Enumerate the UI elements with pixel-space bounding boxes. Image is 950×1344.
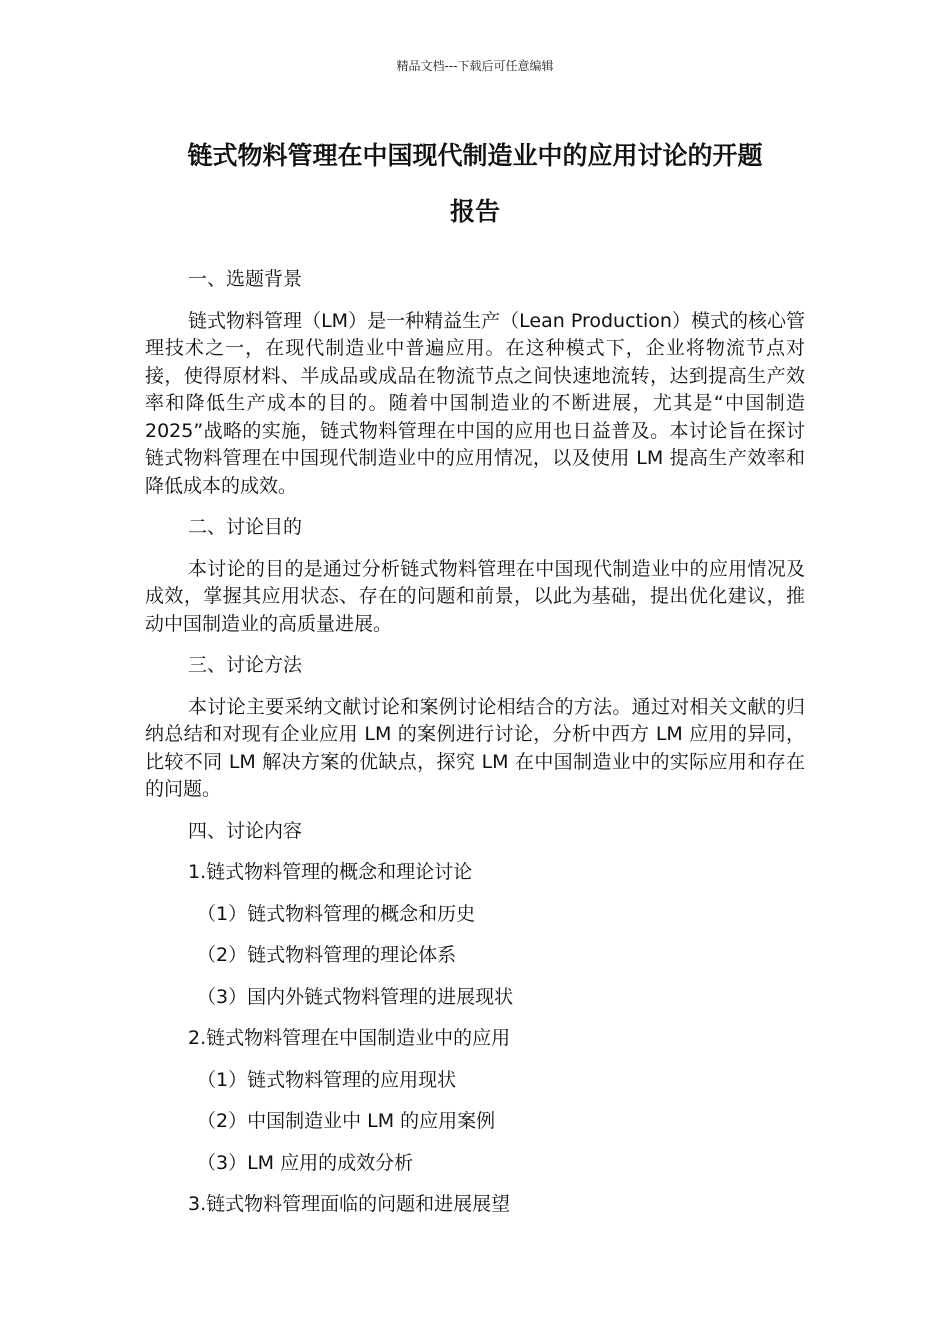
section-heading-purpose: 二、讨论目的	[188, 516, 303, 538]
page-header: 精品文档---下载后可任意编辑	[396, 59, 554, 73]
section-body-purpose: 本讨论的目的是通过分析链式物料管理在中国现代制造业中的应用情况及成效，掌握其应用状态、存在的问题和前景，以此为基础，提出优化建议，推动中国制造业的高质量进展。	[145, 557, 805, 635]
content-subitem: （1）链式物料管理的应用现状	[197, 1068, 457, 1091]
document-body	[145, 266, 805, 1219]
content-subitem: （3）国内外链式物料管理的进展现状	[197, 985, 514, 1008]
content-subitem: （1）链式物料管理的概念和历史	[197, 902, 476, 925]
document-title-line2: 报告	[449, 197, 500, 226]
content-subitem: （3）LM 应用的成效分析	[197, 1151, 414, 1174]
section-body-method: 本讨论主要采纳文献讨论和案例讨论相结合的方法。通过对相关文献的归纳总结和对现有企业应用 LM 的案例进行讨论，分析中西方 LM 应用的异同，比较不同 LM 解决方案的优缺点，探究 LM 在中国制造业中的实际应用和存在的问题。	[145, 695, 805, 800]
section-body-background: 链式物料管理（LM）是一种精益生产（Lean Production）模式的核心管理技术之一，在现代制造业中普遍应用。在这种模式下，企业将物流节点对接，使得原材料、半成品或成品在物流节点之间快速地流转，达到提高生产效率和降低生产成本的目的。随着中国制造业的不断进展，尤其是“中国制造 2025”战略的实施，链式物料管理在中国的应用也日益普及。本讨论旨在探讨链式物料管理在中国现代制造业中的应用情况，以及使用 LM 提高生产效率和降低成本的成效。	[145, 309, 805, 497]
content-subitem: （2）链式物料管理的理论体系	[197, 944, 457, 966]
content-item-1: 1.链式物料管理的概念和理论讨论	[188, 861, 473, 883]
section-heading-content: 四、讨论内容	[188, 819, 303, 842]
section-heading-method: 三、讨论方法	[188, 654, 303, 676]
content-subitem: （2）中国制造业中 LM 的应用案例	[197, 1110, 496, 1132]
section-heading-background: 一、选题背景	[188, 268, 303, 290]
content-item-2: 2.链式物料管理在中国制造业中的应用	[188, 1027, 511, 1049]
document-title-line1: 链式物料管理在中国现代制造业中的应用讨论的开题	[187, 141, 763, 170]
content-item-3: 3.链式物料管理面临的问题和进展展望	[188, 1193, 511, 1215]
